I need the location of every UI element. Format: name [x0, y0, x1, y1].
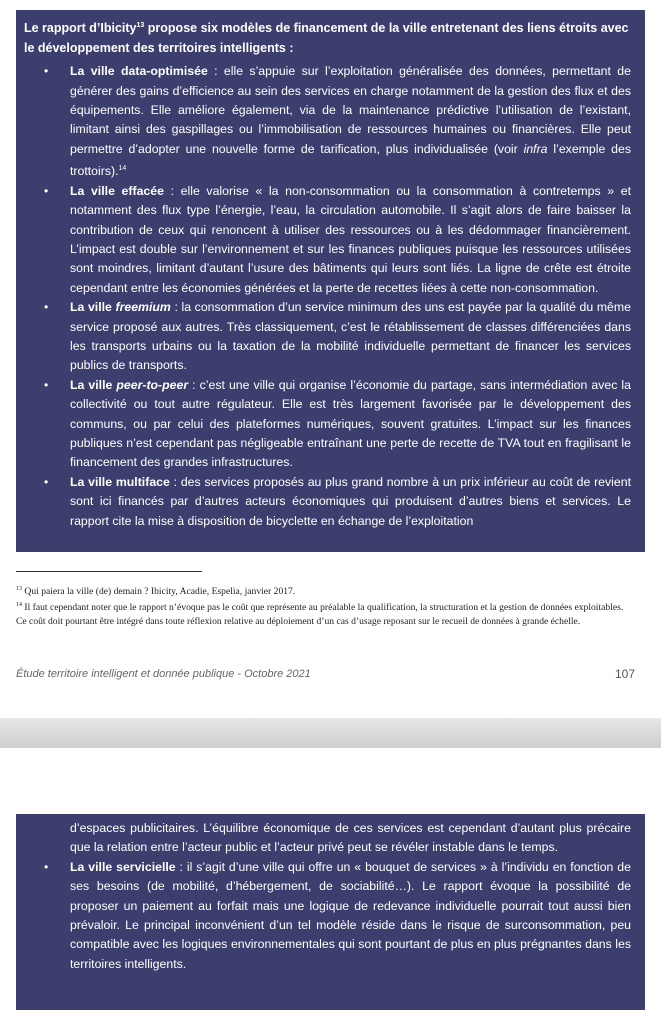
footnote-text: Qui paiera la ville (de) demain ? Ibicity, Acadie, Espelia, janvier 2017.: [22, 586, 296, 598]
footnote-ref-13[interactable]: 13: [136, 22, 145, 29]
footnote-number: 14: [16, 602, 22, 608]
footnote-divider: [16, 571, 202, 572]
page-separator: [0, 718, 661, 748]
list-item-effacee: [24, 182, 631, 298]
item-text: : c’est une ville qui organise l’économie du partage, sans intermédiation avec la collectivité ou tout autre régulateur. Elle est très largement favorisée par le développement des communs, ou par celui des plateformes numériques, souvent gratuites. L’impact sur les finances publiques n’est cependant pas négligeable entraînant une perte de recette de TVA tout en fragilisant le financement des grandes infrastructures.: [70, 377, 631, 470]
item-text: : la consommation d’un service minimum des uns est payée par la qualité du même service proposé aux autres. Très classiquement, c’est le rétablissement de classes différenciées dans les transports urbains ou la taxation de la mobilité individuelle permettant de financer les services publics de transports.: [70, 300, 631, 373]
item-text: : elle valorise « la non-consommation ou la consommation à contretemps » et notamment des flux type l’énergie, l’eau, la circulation automobile. Il s’agit alors de faire baisser la contribution de ceux qui renoncent à utiliser des ressources ou à les dédommager financièrement. L’impact est double sur l’environnement et sur les finances publiques puisque les ressources utilisées sont moindres, limitant d’autant l’usure des bâtiments qui leurs sont liés. La ligne de crête est étroite cependant entre les économies générées et la perte de recettes liées à cette non-consommation.: [70, 183, 631, 295]
bullet-icon: •: [44, 300, 49, 315]
highlight-box: [16, 10, 645, 552]
item-text: l’exemple des trottoirs).: [70, 141, 631, 179]
item-lead: [70, 300, 171, 314]
footnote-13: [16, 583, 630, 599]
intro-text: Le rapport d’Ibicity: [24, 21, 137, 36]
item-text: : il s’agit d’une ville qui offre un « bouquet de services » à l’individu en fonction de ses besoins (de mobilité, d’hébergement, de sociabilité…). Le rapport évoque la possibilité de proposer un paiement au forfait mais une logique de redevance individuelle pourrait tout aussi bien prévaloir. Le principal inconvénient d’un tel modèle réside dans le risque de surconsommation, peu compatible avec les logiques environnementales qui sont pourtant de plus en plus prégnantes dans les territoires intelligents.: [70, 859, 631, 971]
footnote-number: 13: [16, 586, 22, 592]
list-item-data-optimisee: [24, 62, 631, 182]
item-lead-text: La ville: [70, 300, 116, 315]
item-lead-italic: peer-to-peer: [116, 377, 189, 392]
item-text: : des services proposés au plus grand nombre à un prix inférieur au coût de revient sont ici financés par d’autres acteurs économiques qui produisent d’autres biens et services. Le rapport cite la mise à disposition de bicyclette en échange de l’exploitation: [70, 474, 631, 528]
item-lead-italic: freemium: [115, 300, 171, 315]
footnote-14: [16, 599, 630, 628]
item-lead: La ville servicielle: [70, 859, 176, 874]
item-lead: La ville effacée: [70, 183, 164, 198]
model-list: [24, 858, 631, 974]
page-number: 107: [614, 667, 635, 681]
bullet-icon: •: [44, 859, 49, 874]
item-lead: La ville multiface: [70, 474, 170, 489]
list-item-servicielle: [24, 858, 631, 974]
footnote-text: Il faut cependant noter que le rapport n’évoque pas le coût que représente au préalable la qualification, la structuration et la gestion de données exploitables. Ce coût doit pourtant être intégré dans toute réflexion relative au déploiement d’un cas d’usage reposant sur le recueil de données à grande échelle.: [16, 602, 624, 627]
footnote-ref-14[interactable]: 14: [118, 165, 127, 173]
list-item-freemium: [24, 298, 631, 376]
bullet-icon: •: [44, 377, 49, 392]
item-italic: infra: [523, 141, 548, 156]
item-lead: [70, 378, 188, 392]
list-item-multiface: [24, 473, 631, 531]
item-lead-text: La ville: [70, 377, 117, 392]
bullet-icon: •: [44, 474, 49, 489]
list-item-peer-to-peer: [24, 376, 631, 473]
item-lead: La ville data-optimisée: [70, 64, 208, 79]
continuation-paragraph: d’espaces publicitaires. L’équilibre économique de ces services est cependant d’autant plus précaire que la relation entre l’acteur public et l’acteur privé peut se révéler instable dans le temps.: [70, 821, 631, 855]
highlight-box: [16, 814, 645, 1010]
bullet-icon: •: [44, 183, 49, 198]
intro-paragraph: [24, 16, 631, 58]
document-page-108: [0, 748, 661, 1024]
footer-title: Étude territoire intelligent et donnée publique - Octobre 2021: [16, 668, 311, 680]
item-text: : elle s’appuie sur l’exploitation généralisée des données, permettant de générer des gains d’efficience au sein des services en charge notamment de la gestion des flux et des équipements. Elle améliore également, via de la maintenance prédictive l’utilisation de l’existant, limitant ainsi des gaspillages ou l’immobilisation de ressources humaines ou financières. Elle peut permettre d’adopter une nouvelle forme de tarification, plus individualisée (voir: [70, 64, 631, 156]
bullet-icon: •: [44, 64, 49, 79]
model-list: [24, 62, 631, 531]
intro-text: propose six modèles de financement de la ville entretenant des liens étroits avec le développement des territoires intelligents :: [24, 21, 629, 55]
